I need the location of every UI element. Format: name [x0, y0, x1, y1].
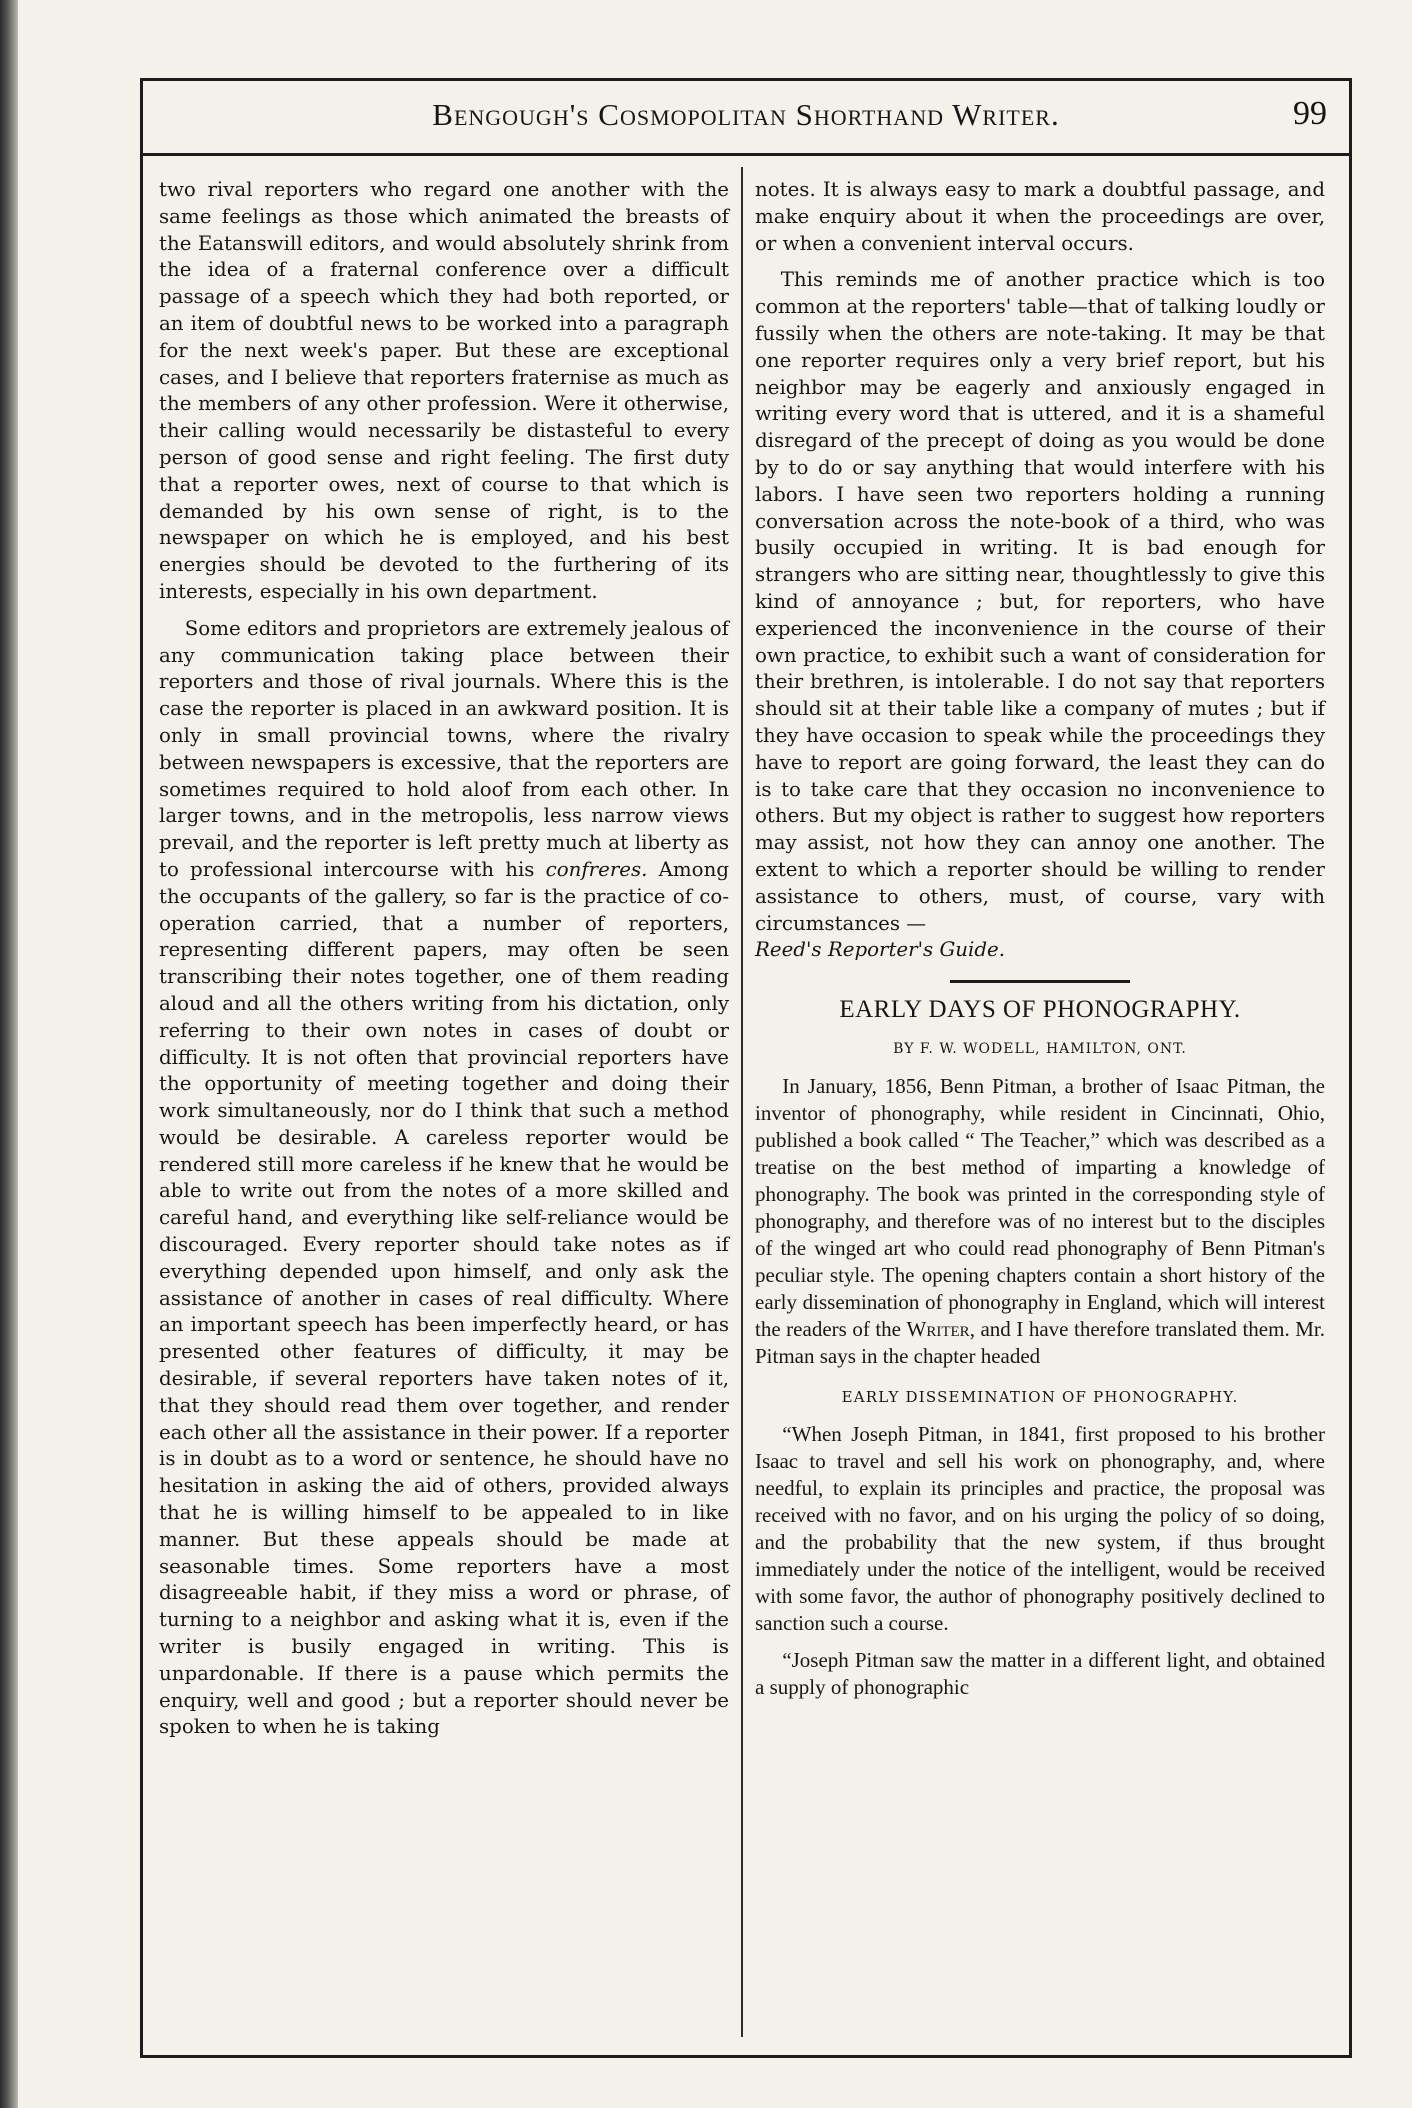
author-byline: BY F. W. WODELL, HAMILTON, ONT.	[893, 1040, 1187, 1057]
small-caps-writer: Writer	[906, 1316, 970, 1341]
paragraph-joseph-pitman-light: “Joseph Pitman saw the matter in a different light, and obtained a supply of phonographic	[755, 1647, 1325, 1699]
paragraph-notes-continued: notes. It is always easy to mark a doubtful passage, and make enquiry about it when the proceedings are over, or when a convenient interval occurs.	[755, 178, 1325, 255]
printed-page	[140, 78, 1352, 2058]
paragraph-reporters-table: This reminds me of another practice which is too common at the reporters' table—that of talking loudly or fussily when the others are note-taking. It may be that one reporter requires only a very brief report, but his neighbor may be eagerly and anxiously engaged in writing every word that is uttered, and it is a shameful disregard of the precept of doing as you would be done by to do or say anything that would interfere with his labors. I have seen two reporters holding a running conversation across the note-book of a third, who was busily occupied in writing. It is bad enough for strangers who are sitting near, thoughtlessly to give this kind of annoyance ; but, for reporters, who have experienced the inconvenience in the course of their own practice, to exhibit such a want of consideration for their brethren, is intolerable. I do not say that reporters should sit at their table like a company of mutes ; but if they have occasion to speak while the proceedings they have to report are going forward, the least they can do is to take care that they occasion no inconvenience to others. But my object is rather to suggest how reporters may assist, not how they can annoy one another. The extent to which a reporter should be willing to render assistance to others, must, of course, vary with circumstances —	[755, 268, 1325, 935]
page-header	[143, 81, 1349, 156]
italic-word-confreres: confreres.	[545, 857, 648, 881]
paragraph-joseph-pitman-proposal: “When Joseph Pitman, in 1841, first proposed to his brother Isaac to travel and sell his work on phonography, and, where needful, to explain its principles and practice, the proposal was received with no favor, and on his urging the policy of so doing, and the probability that the new system, if thus brought immediately under the notice of the intelligent, would be received with some favor, the author of phonography positively declined to sanction such a course.	[755, 1421, 1325, 1635]
left-column	[159, 177, 729, 1741]
page-number: 99	[1293, 95, 1327, 132]
paragraph-text: , and I have therefore translated them. Mr. Pitman says in the chapter headed	[755, 1316, 1325, 1368]
paragraph-text: Some editors and proprietors are extremely jealous of any communication taking place between their reporters and those of rival journals. Where this is the case the reporter is placed in an awkward position. It is only in small provincial towns, where the rivalry between newspapers is excessive, that the reporters are sometimes required to hold aloof from each other. In larger towns, and in the metropolis, less narrow views prevail, and the reporter is left pretty much at liberty as to professional intercourse with his	[159, 616, 729, 881]
paragraph-text: Among the occupants of the gallery, so far is the practice of co-operation carried, that a number of reporters, representing different papers, may often be seen transcribing their notes together, one of them reading aloud and all the others writing from his dictation, only referring to their own notes in cases of doubt or difficulty. It is not often that provincial reporters have the opportunity of meeting together and doing their work simultaneously, nor do I think that such a method would be desirable. A careless reporter would be rendered still more careless if he knew that he would be able to write out from the notes of a more skilled and careful hand, and everything like self-reliance would be discouraged. Every reporter should take notes as if everything depended upon himself, and only ask the assistance of another in cases of real difficulty. Where an important speech has been imperfectly heard, or has presented other features of difficulty, it may be desirable, if several reporters have taken notes of it, that they should read them over together, and render each other all the assistance in their power. If a reporter is in doubt as to a word or sentence, he should have no hesitation in asking the aid of others, provided always that he is willing himself to be appealed to in like manner. But these appeals should be made at seasonable times. Some reporters have a most disagreeable habit, if they miss a word or phrase, of turning to a neighbor and asking what it is, even if the writer is busily engaged in writing. This is unpardonable. If there is a pause which permits the enquiry, well and good ; but a reporter should never be spoken to when he is taking	[159, 857, 729, 1739]
right-column	[755, 177, 1325, 1701]
subsection-heading: EARLY DISSEMINATION OF PHONOGRAPHY.	[841, 1387, 1239, 1406]
paragraph-text: In January, 1856, Benn Pitman, a brother of Isaac Pitman, the inventor of phonography, while resident in Cincinnati, Ohio, published a book called “ The Teacher,” which was described as a treatise on the best method of imparting a knowledge of phonography. The book was printed in the corresponding style of phonography, and therefore was of no interest but to the disciples of the winged art who could read phonography of Benn Pitman's peculiar style. The opening chapters contain a short history of the early dissemination of phonography in England, which will interest the readers of the	[755, 1073, 1325, 1341]
paragraph-benn-pitman	[755, 1073, 1325, 1370]
citation-reeds-guide: Reed's Reporter's Guide.	[755, 938, 1005, 962]
paragraph-reporters-rivalry: two rival reporters who regard one another with the same feelings as those which animated the breasts of the Eatanswill editors, and would absolutely shrink from the idea of a fraternal conference over a difficult passage of a speech which they had both reported, or an item of doubtful news to be worked into a paragraph for the next week's paper. But these are exceptional cases, and I believe that reporters fraternise as much as the members of any other profession. Were it otherwise, their calling would necessarily be distasteful to every person of good sense and right feeling. The first duty that a reporter owes, next of course to that which is demanded by his own sense of right, is to the newspaper on which he is employed, and his best energies should be devoted to the furthering of its interests, especially in his own department.	[159, 178, 729, 603]
section-rule	[950, 980, 1130, 983]
paragraph-editors-proprietors	[159, 616, 729, 1741]
section-title: EARLY DAYS OF PHONOGRAPHY.	[839, 996, 1241, 1024]
running-title: Bengough's Cosmopolitan Shorthand Writer.	[432, 97, 1060, 132]
column-divider	[741, 167, 743, 2037]
book-spine-shadow	[0, 0, 18, 2108]
